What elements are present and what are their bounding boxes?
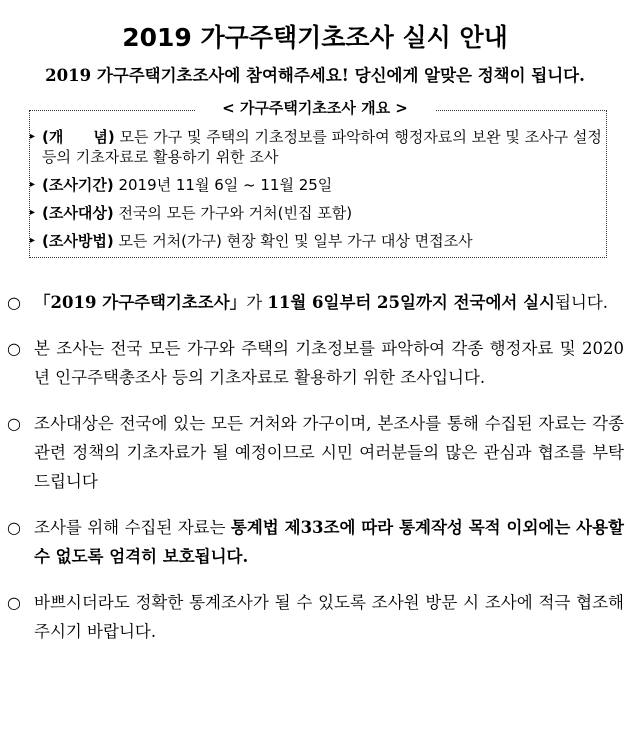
arrow-bullet-icon: ▸ [30, 131, 36, 142]
text-run: 됩니다. [554, 293, 609, 312]
notice-paragraph-2 [0, 334, 630, 392]
text-run: 가 [246, 293, 268, 312]
circle-bullet-icon: ○ [7, 518, 21, 537]
paragraph-text: 조사대상은 전국에 있는 모든 거처와 가구이며, 본조사를 통해 수집된 자료는 각종 관련 정책의 기초자료가 될 예정이므로 시민 여러분들의 많은 관심과 협조를 부탁드립니다 [34, 414, 624, 491]
overview-item-concept [30, 127, 610, 167]
paragraph-text: 바쁘시더라도 정확한 통계조사가 될 수 있도록 조사원 방문 시 조사에 적극 협조해 주시기 바랍니다. [34, 593, 624, 641]
notice-paragraph-1 [0, 288, 630, 317]
overview-item-label: (조사대상) [42, 204, 114, 222]
document-subtitle: 2019 가구주택기초조사에 참여해주세요! 당신에게 알맞은 정책이 됩니다. [45, 66, 585, 85]
overview-item-period [30, 175, 610, 195]
document-title: 2019 가구주택기초조사 실시 안내 [122, 23, 508, 52]
circle-bullet-icon: ○ [7, 293, 21, 312]
overview-item-text: 모든 가구 및 주택의 기초정보를 파악하여 행정자료의 보완 및 조사구 설정 등의 기초자료로 활용하기 위한 조사 [42, 128, 602, 166]
arrow-bullet-icon: ▸ [30, 207, 36, 218]
overview-item-target [30, 203, 610, 223]
paragraph-text: 조사를 위해 수집된 자료는 [34, 518, 231, 537]
overview-item-method [30, 231, 610, 251]
circle-bullet-icon: ○ [7, 339, 21, 358]
overview-list [30, 127, 610, 259]
overview-item-text: 전국의 모든 가구와 거처(빈집 포함) [113, 204, 353, 222]
arrow-bullet-icon: ▸ [30, 235, 36, 246]
survey-name: 「2019 가구주택기초조사」 [34, 293, 247, 312]
paragraph-text: 본 조사는 전국 모든 가구와 주택의 기초정보를 파악하여 각종 행정자료 및 2020년 인구주택총조사 등의 기초자료로 활용하기 위한 조사입니다. [34, 339, 624, 387]
notice-body [0, 288, 630, 663]
notice-paragraph-4 [0, 513, 630, 571]
overview-item-label: (조사방법) [42, 232, 114, 250]
survey-schedule: 11월 6일부터 25일까지 전국에서 실시 [267, 293, 555, 312]
overview-item-label: (개 념) [42, 128, 115, 146]
arrow-bullet-icon: ▸ [30, 179, 36, 190]
circle-bullet-icon: ○ [7, 593, 21, 612]
overview-item-text: 모든 거처(가구) 현장 확인 및 일부 가구 대상 면접조사 [113, 232, 473, 250]
data-protection-text: 통계법 제33조에 따라 통계작성 목적 이외에는 사용할 수 없도록 엄격히 보호됩니다. [34, 518, 624, 566]
notice-paragraph-3 [0, 409, 630, 496]
overview-item-text: 2019년 11월 6일 ~ 11월 25일 [113, 176, 333, 194]
notice-paragraph-5 [0, 588, 630, 646]
overview-item-label: (조사기간) [42, 176, 114, 194]
circle-bullet-icon: ○ [7, 414, 21, 433]
overview-heading: < 가구주택기초조사 개요 > [195, 97, 435, 118]
